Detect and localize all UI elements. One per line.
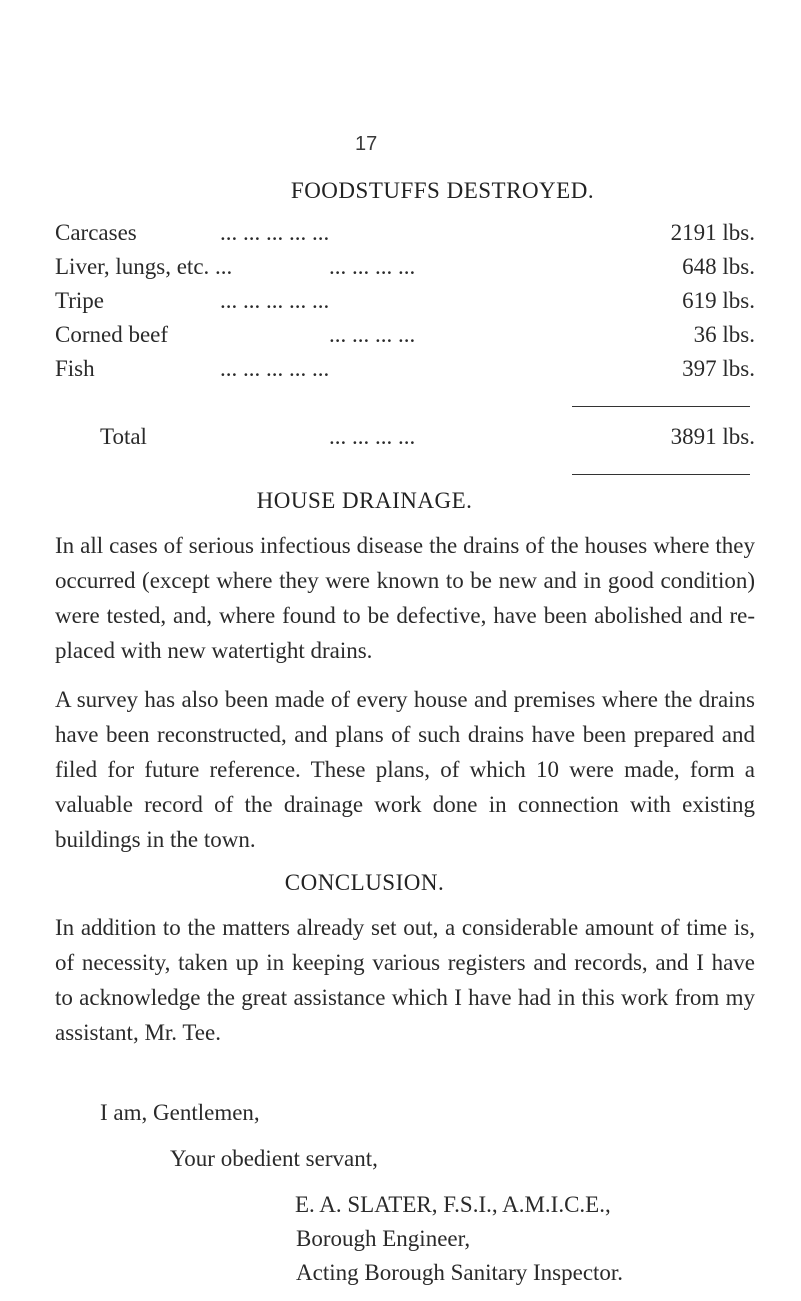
- total-unit: lbs.: [722, 424, 755, 449]
- leader-dots: ... ... ... ... ...: [220, 356, 330, 381]
- drainage-paragraph-2: A survey has also been made of every house and premises where the drains have been reconstructed, and plans of such drains have been prepared and filed for future reference. These plans, of which 10 were made, form a valuable record of the drainage work done in connection with existing buildings in the town.: [55, 687, 755, 852]
- row-amount: 619: [682, 288, 717, 313]
- row-unit: lbs.: [722, 220, 755, 245]
- row-value: [627, 220, 755, 246]
- table-row: [55, 322, 755, 356]
- row-label: Fish: [55, 356, 95, 381]
- row-value: [627, 322, 755, 348]
- row-amount: 397: [682, 356, 717, 381]
- row-amount: 36: [693, 322, 717, 347]
- foodstuffs-heading: FOODSTUFFS DESTROYED.: [290, 178, 595, 203]
- row-label: Carcases: [55, 220, 137, 245]
- table-row: [55, 220, 755, 254]
- table-row: [55, 288, 755, 322]
- row-value: [627, 254, 755, 280]
- table-row: [55, 254, 755, 288]
- signature-salutation: I am, Gentlemen,: [100, 1100, 260, 1125]
- leader-dots: ... ... ... ...: [329, 322, 416, 347]
- leader-dots: ... ... ... ...: [329, 424, 416, 449]
- drainage-heading: HOUSE DRAINAGE.: [256, 488, 473, 513]
- table-row: [55, 356, 755, 390]
- row-amount: 2191: [670, 220, 717, 245]
- conclusion-paragraph: In addition to the matters already set out, a considerable amount of time is, of necessity, taken up in keeping various registers and records, and I have to acknowledge the great assistance which I have had in this work from my assistant, Mr. Tee.: [55, 915, 755, 1045]
- divider: [572, 474, 750, 475]
- leader-dots: ... ... ... ...: [329, 254, 416, 279]
- row-value: [627, 288, 755, 314]
- leader-dots: ... ... ... ... ...: [220, 220, 330, 245]
- leader-dots: ... ... ... ... ...: [220, 288, 330, 313]
- row-value: [627, 356, 755, 382]
- row-unit: lbs.: [722, 254, 755, 279]
- drainage-paragraph-1: In all cases of serious infectious disease the drains of the houses where they occurred (except where they were known to be new and in good condition) were tested, and, where found to be defective, have been abolished and re-placed with new watertight drains.: [55, 533, 755, 663]
- row-label: Liver, lungs, etc. ...: [55, 254, 233, 279]
- total-label: Total: [100, 424, 147, 449]
- row-unit: lbs.: [722, 356, 755, 381]
- total-amount: 3891: [670, 424, 717, 449]
- signature-title-1: Borough Engineer,: [296, 1226, 471, 1251]
- divider: [572, 406, 750, 407]
- signature-name: E. A. SLATER, F.S.I., A.M.I.C.E.,: [295, 1192, 611, 1217]
- row-label: Tripe: [55, 288, 104, 313]
- signature-closing: Your obedient servant,: [170, 1146, 378, 1171]
- total-row: [100, 424, 755, 458]
- signature-title-2: Acting Borough Sanitary Inspector.: [296, 1260, 624, 1285]
- row-amount: 648: [682, 254, 717, 279]
- conclusion-heading: CONCLUSION.: [284, 870, 445, 895]
- row-label: Corned beef: [55, 322, 169, 347]
- page-number: 17: [355, 133, 378, 155]
- total-value: [627, 424, 755, 450]
- row-unit: lbs.: [722, 322, 755, 347]
- row-unit: lbs.: [722, 288, 755, 313]
